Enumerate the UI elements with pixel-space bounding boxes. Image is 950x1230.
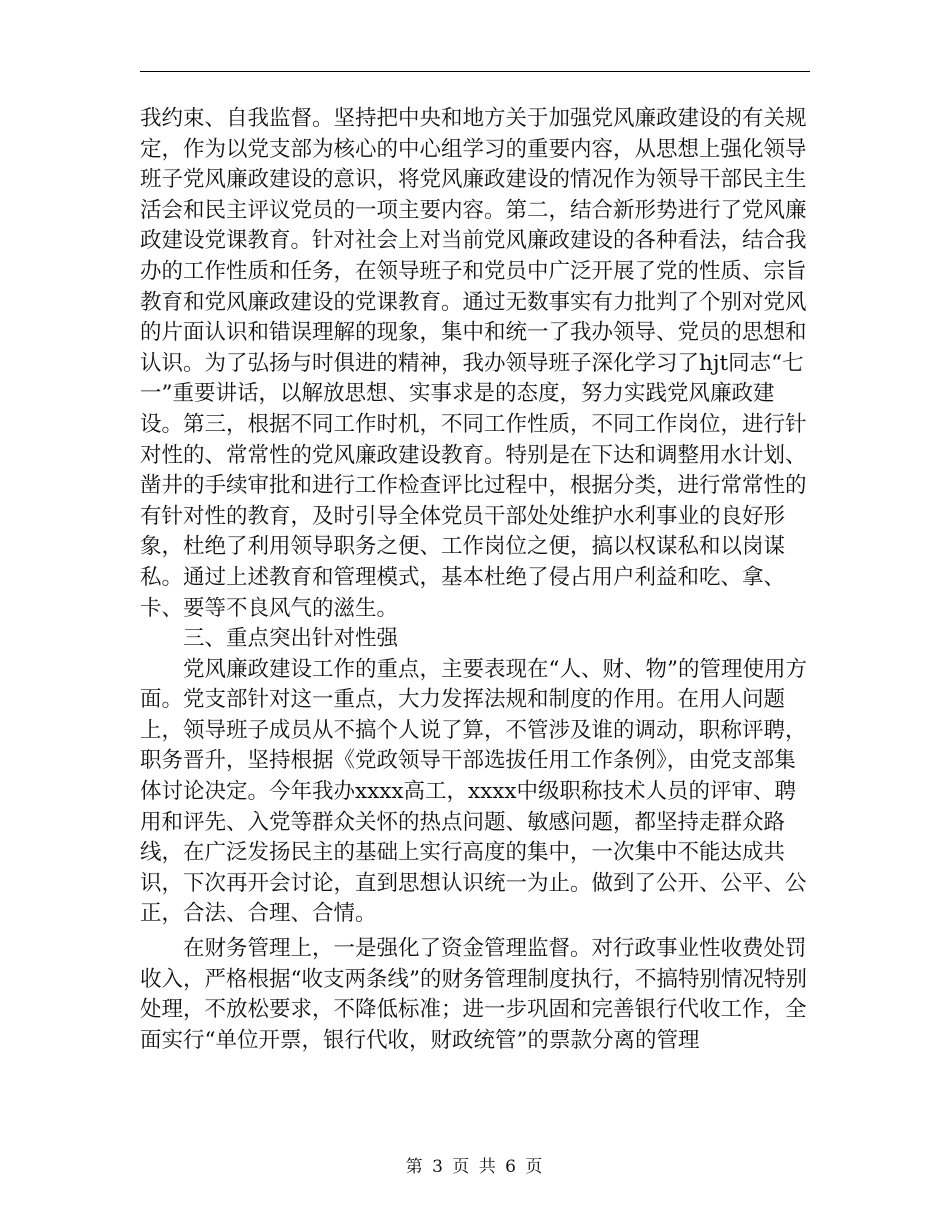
paragraph-continued: 我约束、自我监督。坚持把中央和地方关于加强党风廉政建设的有关规定，作为以党支部为核心的中心组学习的重要内容，从思想上强化领导班子党风廉政建设的意识，将党风廉政建设的情况作为领导干部民主生活会和民主评议党员的一项主要内容。第二，结合新形势进行了党风廉政建设党课教育。针对社会上对当前党风廉政建设的各种看法，结合我办的工作性质和任务，在领导班子和党员中广泛开展了党的性质、宗旨教育和党风廉政建设的党课教育。通过无数事实有力批判了个别对党风的片面认识和错误理解的现象，集中和统一了我办领导、党员的思想和认识。为了弘扬与时俱进的精神，我办领导班子深化学习了hjt同志“七一”重要讲话，以解放思想、实事求是的态度，努力实践党风廉政建设。第三，根据不同工作时机，不同工作性质，不同工作岗位，进行针对性的、常常性的党风廉政建设教育。特别是在下达和调整用水计划、凿井的手续审批和进行工作检查评比过程中，根据分类，进行常常性的有针对性的教育，及时引导全体党员干部处处维护水利事业的良好形象，杜绝了利用领导职务之便、工作岗位之便，搞以权谋私和以岗谋私。通过上述教育和管理模式，基本杜绝了侵占用户利益和吃、拿、卡、要等不良风气的滋生。	[140, 106, 807, 621]
paragraph: 党风廉政建设工作的重点，主要表现在“人、财、物”的管理使用方面。党支部针对这一重点，大力发挥法规和制度的作用。在用人问题上，领导班子成员从不搞个人说了算，不管涉及谁的调动，职称评聘，职务晋升，坚持根据《党政领导干部选拔任用工作条例》，由党支部集体讨论决定。今年我办xxxx高工，xxxx中级职称技术人员的评审、聘用和评先、入党等群众关怀的热点问题、敏感问题，都坚持走群众路线，在广泛发扬民主的基础上实行高度的集中，一次集中不能达成共识，下次再开会讨论，直到思想认识统一为止。做到了公开、公平、公正，合法、合理、合情。	[140, 656, 807, 927]
body-text	[140, 104, 812, 1056]
header-rule	[140, 71, 810, 72]
section-heading: 三、重点突出针对性强	[183, 626, 399, 652]
page-number-footer: 第 3 页 共 6 页	[405, 1157, 545, 1177]
paragraph: 在财务管理上，一是强化了资金管理监督。对行政事业性收费处罚收入，严格根据“收支两条线”的财务管理制度执行，不搞特别情况特别处理，不放松要求，不降低标准；进一步巩固和完善银行代收工作，全面实行“单位开票，银行代收，财政统管”的票款分离的管理	[140, 936, 807, 1053]
